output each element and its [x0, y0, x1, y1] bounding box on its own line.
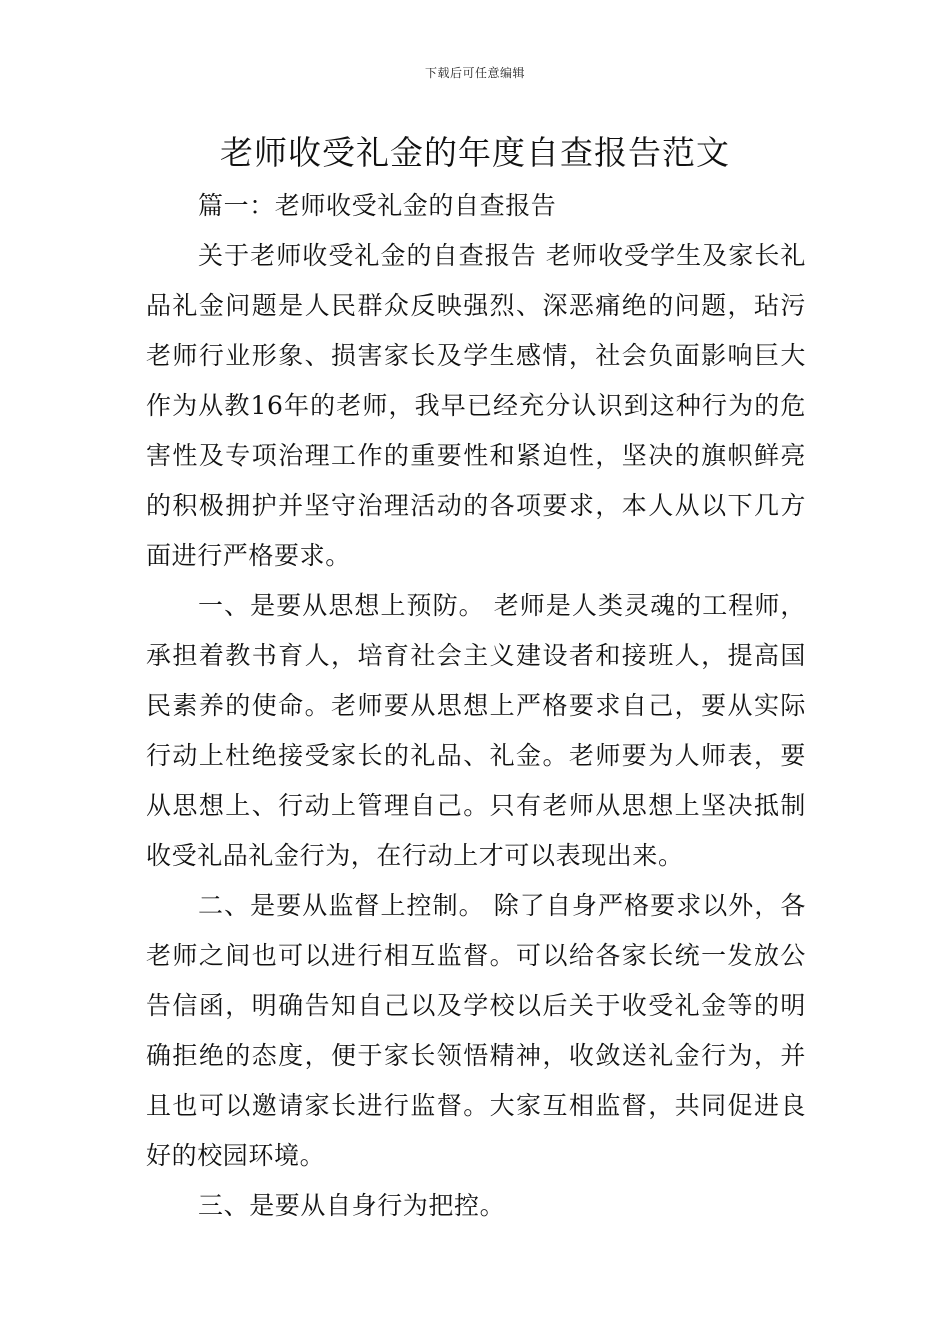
paragraph-point-1: 一、是要从思想上预防。 老师是人类灵魂的工程师，承担着教书育人，培育社会主义建设者和接班人，提高国民素养的使命。老师要从思想上严格要求自己，要从实际行动上杜绝接受家长的礼品、礼金。老师要为人师表，要从思想上、行动上管理自己。只有老师从思想上坚决抵制收受礼品礼金行为，在行动上才可以表现出来。: [146, 591, 806, 870]
document-body: [146, 181, 806, 1231]
paragraph-point-2: 二、是要从监督上控制。 除了自身严格要求以外，各老师之间也可以进行相互监督。可以给各家长统一发放公告信函，明确告知自己以及学校以后关于收受礼金等的明确拒绝的态度，便于家长领悟精神，收敛送礼金行为，并且也可以邀请家长进行监督。大家互相监督，共同促进良好的校园环境。: [146, 891, 806, 1170]
section-heading: 篇一：老师收受礼金的自查报告: [198, 191, 557, 220]
document-title: 老师收受礼金的年度自查报告范文: [220, 133, 730, 172]
paragraph-intro: 关于老师收受礼金的自查报告 老师收受学生及家长礼品礼金问题是人民群众反映强烈、深恶痛绝的问题，玷污老师行业形象、损害家长及学生感情，社会负面影响巨大作为从教16年的老师，我早已经充分认识到这种行为的危害性及专项治理工作的重要性和紧迫性，坚决的旗帜鲜亮的积极拥护并坚守治理活动的各项要求，本人从以下几方面进行严格要求。: [146, 241, 806, 570]
paragraph-point-3: 三、是要从自身行为把控。: [198, 1191, 506, 1220]
header-note: 下载后可任意编辑: [424, 66, 525, 80]
